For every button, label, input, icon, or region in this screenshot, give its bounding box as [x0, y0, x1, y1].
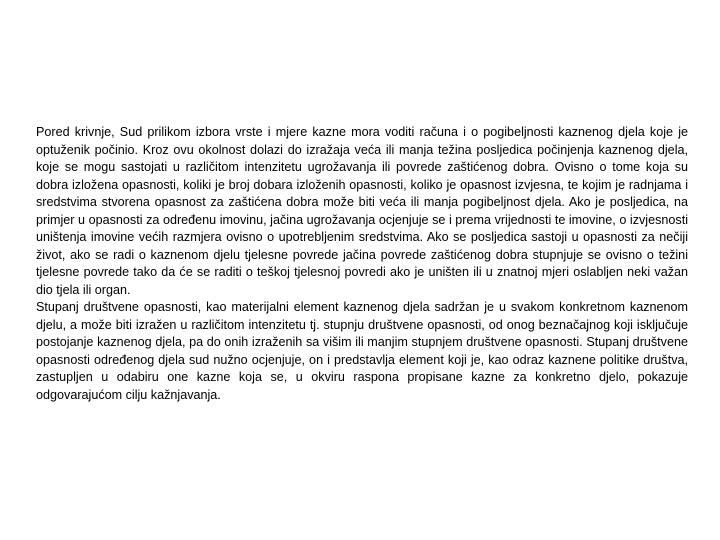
body-text [36, 124, 688, 404]
paragraph-1: Pored krivnje, Sud prilikom izbora vrste i mjere kazne mora voditi računa i o pogibeljnosti kaznenog djela koje je optuženik počinio. Kroz ovu okolnost dolazi do izražaja veća ili manja težina posljedica počinjenja kaznenog djela, koje se mogu sastojati u različitom intenzitetu ugrožavanja ili povrede zaštićenog dobra. Ovisno o tome koja su dobra izložena opasnosti, koliki je broj dobara izloženih opasnosti, koliko je opasnost izvjesna, te kojim je radnjama i sredstvima stvorena opasnost za zaštićena dobra može biti veća ili manja pogibeljnost djela. Ako je posljedica, na primjer u opasnosti za određenu imovinu, jačina ugrožavanja ocjenjuje se i prema vrijednosti te imovine, o izvjesnosti uništenja imovine većih razmjera ovisno o upotrebljenim sredstvima. Ako se posljedica sastoji u opasnosti za nečiji život, ako se radi o kaznenom djelu tjelesne povrede jačina povrede zaštićenog dobra stupnjuje se ovisno o težini tjelesne povrede tako da će se raditi o teškoj tjelesnoj povredi ako je uništen ili u znatnoj mjeri oslabljen neki važan dio tjela ili organ. [36, 125, 688, 297]
paragraph-2: Stupanj društvene opasnosti, kao materijalni element kaznenog djela sadržan je u svakom konkretnom kaznenom djelu, a može biti izražen u različitom intenzitetu tj. stupnju društvene opasnosti, od onog beznačajnog koji isključuje postojanje kaznenog djela, pa do onih izraženih sa višim ili manjim stupnjem društvene opasnosti. Stupanj društvene opasnosti određenog djela sud nužno ocjenjuje, on i predstavlja element koji je, kao odraz kaznene politike društva, zastupljen u odabiru one kazne koja se, u okviru raspona propisane kazne za konkretno djelo, pokazuje odgovarajućom cilju kažnjavanja. [36, 300, 688, 402]
